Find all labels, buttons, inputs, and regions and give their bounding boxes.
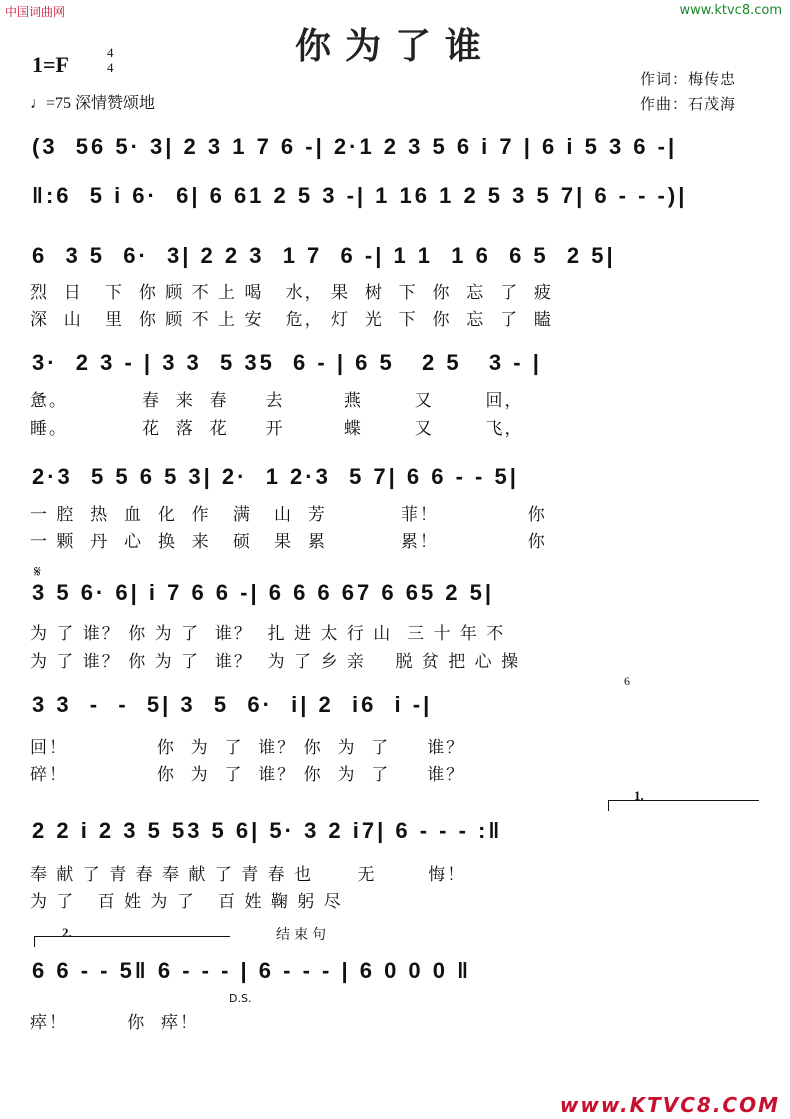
notation-line: 6 6 - - 5‖ 6 - - - | 6 - - - | 6 0 0 0 ‖ — [32, 958, 472, 983]
score-row-8 — [0, 812, 790, 860]
site-watermark-left: 中国词曲网 — [5, 5, 66, 19]
time-signature — [107, 45, 114, 75]
score-row-7 — [0, 686, 790, 734]
lyricist-credit: 作词：梅传忠 — [640, 70, 737, 88]
notation-line: 2 2 i 2 3 5 53 5 6| 5· 3 2 i7| 6 - - - :‖ — [32, 818, 503, 843]
score-row-1 — [0, 128, 790, 176]
grace-note: 6 — [624, 674, 630, 688]
lyric-verse-1: 瘁！ 你 瘁！ — [30, 1013, 200, 1033]
lyric-verse-2: 为 了 百 姓 为 了 百 姓 鞠 躬 尽 — [30, 892, 343, 912]
notation-line: 2·3 5 5 6 5 3| 2· 1 2·3 5 7| 6 6 - - 5| — [32, 464, 519, 489]
notation-line: ‖:6 5 i 6· 6| 6 61 2 5 3 -| 1 16 1 2 5 3 5 7| 6 - - -)| — [32, 183, 688, 208]
lyric-verse-2: 为 了 谁？ 你 为 了 谁？ 为 了 乡 亲 脱 贫 把 心 操 — [30, 652, 521, 672]
score-row-5 — [0, 458, 790, 506]
song-title: 你为了谁 — [294, 25, 495, 67]
lyric-verse-2: 一 颗 丹 心 换 来 硕 果 累 累！ 你 — [30, 532, 547, 552]
site-watermark-bottom: www.KTVC8.COM — [559, 1093, 780, 1117]
site-watermark-right: www.ktvc8.com — [679, 3, 782, 18]
notation-line: 3 5 6· 6| i 7 6 6 -| 6 6 6 67 6 65 2 5| — [32, 580, 495, 605]
lyric-verse-1: 惫。 春 来 春 去 燕 又 回， — [30, 391, 524, 411]
score-row-6 — [0, 574, 790, 622]
lyric-verse-1: 一 腔 热 血 化 作 满 山 芳 菲！ 你 — [30, 505, 547, 525]
composer-credit: 作曲：石茂海 — [640, 95, 737, 113]
time-signature-top: 4 — [107, 45, 114, 60]
lyric-verse-2: 深 山 里 你 顾 不 上 安 危， 灯 光 下 你 忘 了 瞌 — [30, 310, 553, 330]
notation-line: (3 56 5· 3| 2 3 1 7 6 -| 2·1 2 3 5 6 i 7 | 6 i 5 3 6 -| — [32, 134, 678, 159]
dal-segno-mark: D.S. — [229, 992, 252, 1005]
lyric-verse-1: 奉 献 了 青 春 奉 献 了 青 春 也 无 悔！ — [30, 865, 467, 885]
lyric-verse-2: 睡。 花 落 花 开 蝶 又 飞， — [30, 419, 524, 439]
notation-line: 3 3 - - 5| 3 5 6· i| 2 i6 i -| — [32, 692, 433, 717]
score-row-9 — [0, 952, 790, 1000]
notation-line: 6 3 5 6· 3| 2 2 3 1 7 6 -| 1 1 1 6 6 5 2 5| — [32, 243, 616, 268]
key-signature: 1=F — [32, 52, 69, 77]
volta-label-2: 2. — [62, 925, 72, 940]
volta-bracket-1 — [608, 800, 759, 811]
lyric-verse-1: 烈 日 下 你 顾 不 上 喝 水， 果 树 下 你 忘 了 疲 — [30, 283, 553, 303]
segno-icon: 𝄋 — [34, 562, 41, 581]
lyric-verse-2: 碎！ 你 为 了 谁？ 你 为 了 谁？ — [30, 765, 466, 785]
lyric-verse-1: 回！ 你 为 了 谁？ 你 为 了 谁？ — [30, 738, 466, 758]
notation-line: 3· 2 3 - | 3 3 5 35 6 - | 6 5 2 5 3 - | — [32, 350, 542, 375]
time-signature-bottom: 4 — [107, 60, 114, 75]
score-row-2 — [0, 177, 790, 225]
score-row-4 — [0, 344, 790, 392]
lyric-verse-1: 为 了 谁？ 你 为 了 谁？ 扎 进 太 行 山 三 十 年 不 — [30, 624, 506, 644]
tempo-marking: ♩=75 深情赞颂地 — [30, 95, 156, 112]
ending-label: 结束句 — [276, 927, 330, 943]
volta-label-1: 1. — [634, 788, 644, 803]
